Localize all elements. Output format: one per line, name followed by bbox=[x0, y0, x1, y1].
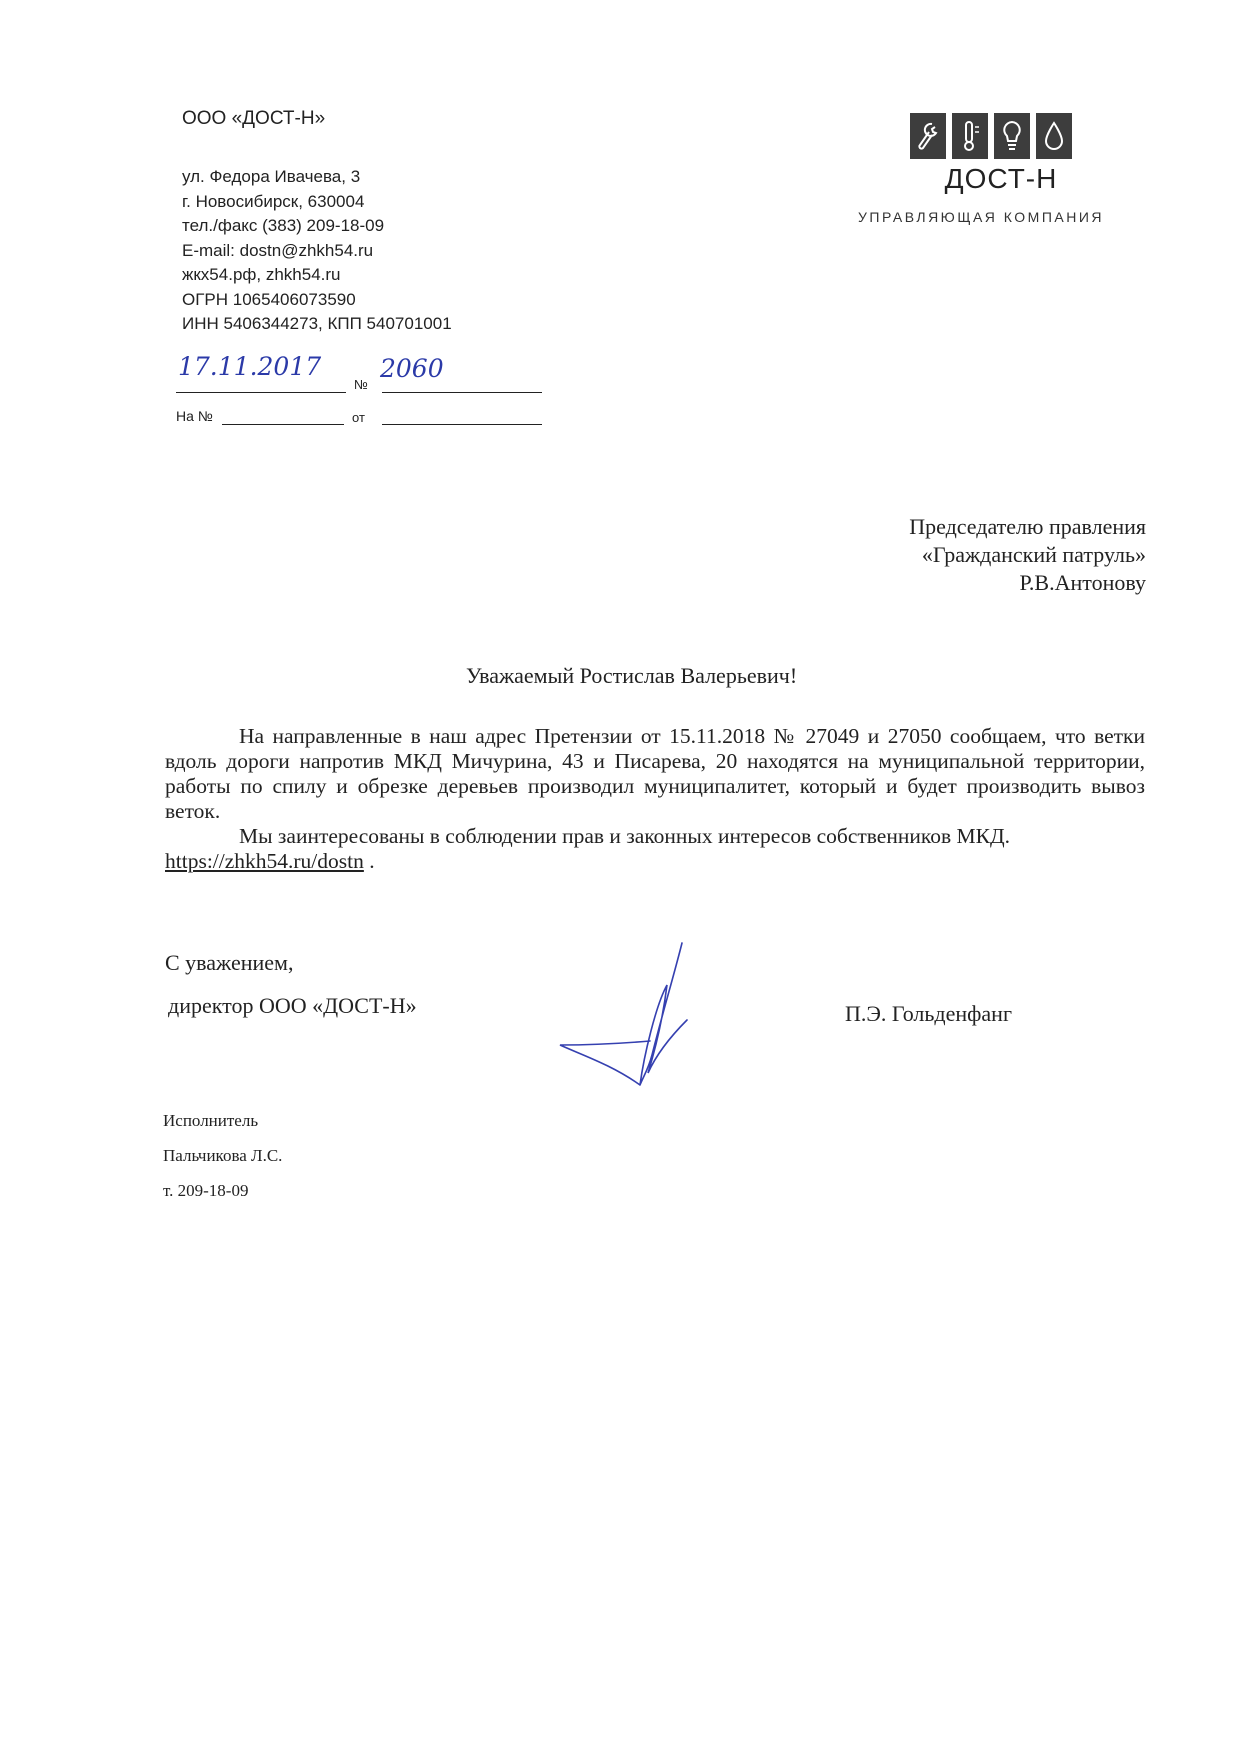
recipient-block bbox=[909, 513, 1146, 597]
link-suffix: . bbox=[363, 849, 375, 873]
sender-company: ООО «ДОСТ-Н» bbox=[182, 108, 326, 129]
executor-label: Исполнитель bbox=[163, 1111, 259, 1130]
logo-company-name: ДОСТ-Н bbox=[944, 163, 1058, 194]
recipient-title: Председателю правления bbox=[909, 514, 1146, 539]
sender-inn-kpp: ИНН 5406344273, КПП 540701001 bbox=[182, 314, 452, 333]
wrench-icon bbox=[910, 113, 946, 159]
number-underline bbox=[382, 392, 542, 393]
signatory-position: директор ООО «ДОСТ-Н» bbox=[168, 993, 417, 1018]
executor-name: Пальчикова Л.С. bbox=[163, 1146, 283, 1165]
outgoing-date-handwritten: 17.11.2017 bbox=[178, 352, 322, 381]
outgoing-number-handwritten: 2060 bbox=[380, 354, 444, 383]
lightbulb-icon bbox=[994, 113, 1030, 159]
from-underline bbox=[382, 424, 542, 425]
greeting: Уважаемый Ростислав Валерьевич! bbox=[466, 663, 798, 688]
number-label: № bbox=[354, 377, 368, 392]
executor-phone: т. 209-18-09 bbox=[163, 1181, 249, 1200]
reference-label: На № bbox=[176, 408, 213, 424]
body-paragraph-1: На направленные в наш адрес Претензии от 15.11.2018 № 27049 и 27050 сообщаем, что ветки вдоль дороги напротив МКД Мичурина, 43 и Писарева, 20 находятся на муниципальной территории, работы по спилу и обрезке деревьев производил муниципалитет, который и будет производить вывоз веток. bbox=[165, 724, 1145, 823]
logo-tagline: УПРАВЛЯЮЩАЯ КОМПАНИЯ bbox=[858, 209, 1105, 225]
sender-address-block bbox=[182, 165, 452, 337]
body-paragraph-2 bbox=[165, 824, 1145, 849]
recipient-name: Р.В.Антонову bbox=[1019, 570, 1146, 595]
sender-ogrn: ОГРН 1065406073590 bbox=[182, 289, 356, 309]
registration-block bbox=[176, 352, 546, 432]
recipient-organization: «Гражданский патруль» bbox=[921, 542, 1146, 567]
letter-body bbox=[165, 724, 1145, 874]
closing-regards: С уважением, bbox=[165, 950, 294, 975]
thermometer-icon bbox=[952, 113, 988, 159]
website-link[interactable]: https://zhkh54.ru/dostn bbox=[165, 849, 364, 873]
handwritten-signature bbox=[552, 935, 702, 1095]
logo-icons bbox=[910, 113, 1092, 159]
sender-phone: тел./факс (383) 209-18-09 bbox=[182, 216, 385, 235]
sender-websites: жкх54.рф, zhkh54.ru bbox=[182, 265, 341, 284]
date-underline bbox=[176, 392, 346, 393]
company-logo bbox=[858, 113, 1105, 225]
sender-email: E-mail: dostn@zhkh54.ru bbox=[182, 240, 374, 260]
sender-city: г. Новосибирск, 630004 bbox=[182, 191, 365, 211]
sender-street: ул. Федора Ивачева, 3 bbox=[182, 167, 361, 186]
reference-underline bbox=[222, 424, 344, 425]
body-link-line bbox=[165, 849, 1145, 874]
signatory-name: П.Э. Гольденфанг bbox=[845, 1001, 1012, 1026]
executor-block bbox=[163, 1103, 282, 1208]
water-drop-icon bbox=[1036, 113, 1072, 159]
from-label: от bbox=[352, 410, 365, 425]
body-paragraph-2-text: Мы заинтересованы в соблюдении прав и законных интересов собственников МКД. bbox=[239, 824, 1010, 848]
